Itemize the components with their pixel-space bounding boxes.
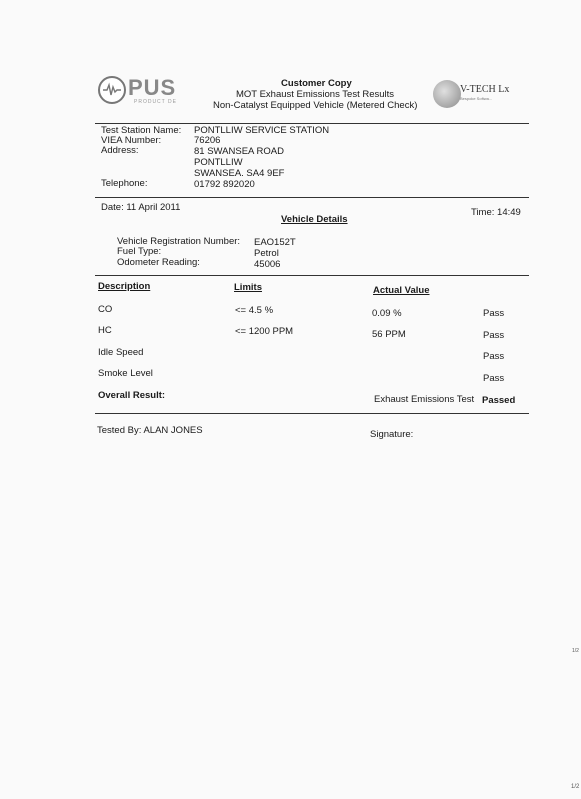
results-header-description: Description [98,281,151,292]
vtech-logo-text: V-TECH Lx [460,84,510,95]
edge-page-mark: 1/2 [572,648,579,654]
viea-number-label: VIEA Number: [101,135,162,146]
result-row-idle-description: Idle Speed [98,347,144,358]
document-title: Customer Copy [281,78,352,89]
result-row-hc-result: Pass [483,330,505,341]
header-divider [95,123,529,124]
vehicle-details-heading: Vehicle Details [281,214,348,225]
vehicle-reg-value: EAO152T [254,237,296,248]
vtech-logo [433,80,543,108]
result-row-idle-result: Pass [483,351,505,362]
vehicle-divider [95,275,529,276]
station-divider [95,197,529,198]
overall-result-text: Exhaust Emissions Test [374,394,475,405]
result-row-hc-description: HC [98,325,112,336]
result-row-co-actual: 0.09 % [372,308,402,319]
signature-label: Signature: [370,429,414,440]
station-name-value: PONTLLIW SERVICE STATION [194,125,330,136]
results-header-limits: Limits [234,282,262,293]
results-divider [95,413,529,414]
viea-number-value: 76206 [194,135,221,146]
vehicle-reg-label: Vehicle Registration Number: [117,236,241,247]
fuel-type-label: Fuel Type: [117,246,162,257]
result-row-hc-actual: 56 PPM [372,329,406,340]
result-row-hc-limit: <= 1200 PPM [235,326,294,337]
station-name-label: Test Station Name: [101,125,182,136]
opus-logo-sub: PRODUCT DE [134,99,177,105]
document-subtitle-2: Non-Catalyst Equipped Vehicle (Metered Check) [213,100,418,111]
vtech-logo-icon [433,80,461,108]
telephone-value: 01792 892020 [194,179,255,190]
vtech-logo-sub: Bespoke Softwa... [460,96,493,101]
address-label: Address: [101,145,139,156]
odometer-value: 45006 [254,259,281,270]
opus-logo-text: PUS [128,75,177,100]
document-subtitle-1: MOT Exhaust Emissions Test Results [236,89,395,100]
odometer-label: Odometer Reading: [117,257,200,268]
result-row-co-description: CO [98,304,113,315]
test-time: Time: 14:49 [471,207,521,218]
corner-page-mark: 1/2 [571,784,580,790]
overall-result-label: Overall Result: [98,390,166,401]
fuel-type-value: Petrol [254,248,279,259]
overall-result-value: Passed [482,395,516,406]
address-line-1: 81 SWANSEA ROAD [194,146,284,157]
tested-by: Tested By: ALAN JONES [97,425,203,436]
result-row-smoke-result: Pass [483,373,505,384]
opus-logo [98,74,178,106]
opus-logo-icon [98,76,126,104]
test-date: Date: 11 April 2011 [101,202,181,213]
result-row-co-limit: <= 4.5 % [235,305,274,316]
result-row-co-result: Pass [483,308,505,319]
address-line-2: PONTLLIW [194,157,243,168]
results-header-actual: Actual Value [373,285,430,296]
result-row-smoke-description: Smoke Level [98,368,153,379]
address-line-3: SWANSEA. SA4 9EF [194,168,285,179]
telephone-label: Telephone: [101,178,148,189]
